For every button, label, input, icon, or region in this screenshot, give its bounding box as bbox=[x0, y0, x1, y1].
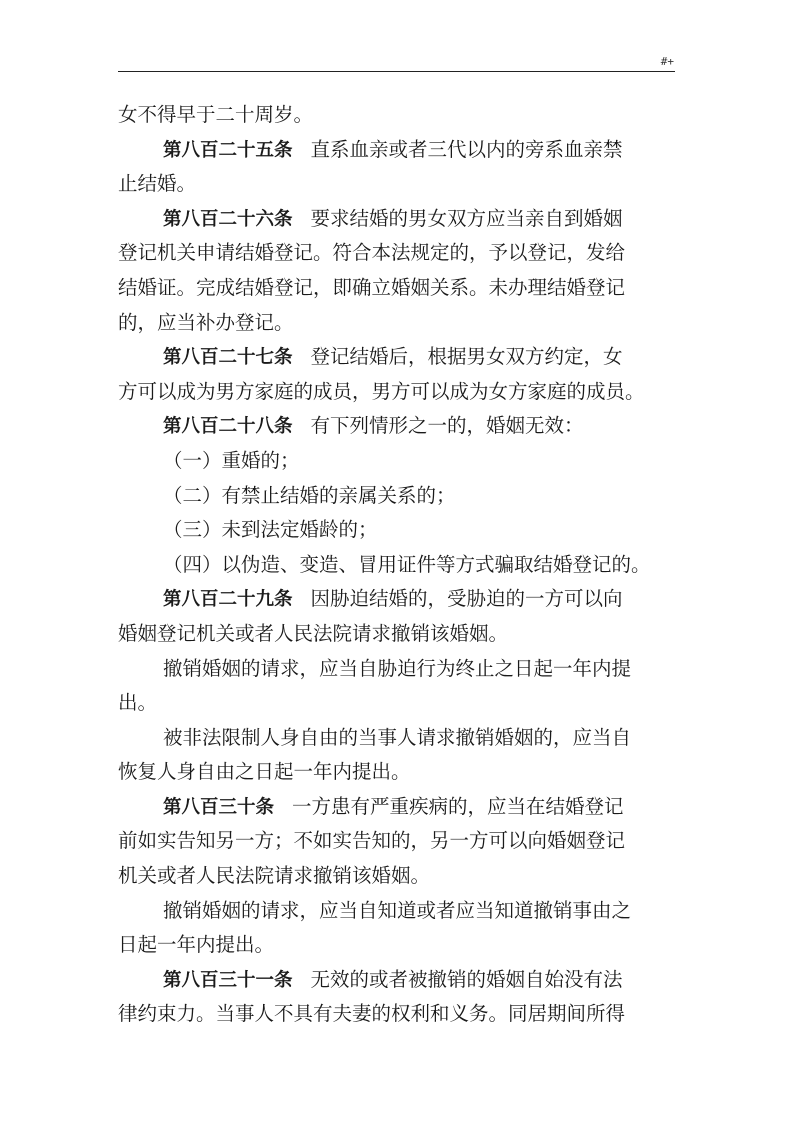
line-text: （一）重婚的； bbox=[163, 448, 300, 472]
text-line bbox=[118, 859, 675, 894]
line-text: 直系血亲或者三代以内的旁系血亲禁 bbox=[310, 137, 623, 161]
line-text: 止结婚。 bbox=[118, 172, 197, 196]
line-text: 登记结婚后，根据男女双方约定，女 bbox=[310, 345, 623, 369]
line-text: 被非法限制人身自由的当事人请求撤销婚姻的，应当自 bbox=[163, 725, 632, 749]
text-line bbox=[118, 98, 675, 133]
line-text: 登记机关申请结婚登记。符合本法规定的，予以登记，发给 bbox=[118, 241, 626, 265]
line-text: 日起一年内提出。 bbox=[118, 933, 275, 957]
text-line bbox=[118, 617, 675, 652]
line-text: 一方患有严重疾病的，应当在结婚登记 bbox=[292, 794, 624, 818]
text-line bbox=[118, 306, 675, 341]
text-line bbox=[118, 686, 675, 721]
line-text: 撤销婚姻的请求，应当自胁迫行为终止之日起一年内提 bbox=[163, 656, 632, 680]
text-line bbox=[118, 928, 675, 963]
article-number: 第八百二十九条 bbox=[163, 589, 293, 611]
line-text: 女不得早于二十周岁。 bbox=[118, 103, 314, 126]
page-header-mark: #+ bbox=[660, 55, 674, 68]
text-line bbox=[118, 271, 675, 306]
line-text: 婚姻登记机关或者人民法院请求撤销该婚姻。 bbox=[118, 621, 509, 645]
line-text: 出。 bbox=[118, 691, 158, 715]
line-text: 恢复人身自由之日起一年内提出。 bbox=[118, 760, 411, 784]
article-number: 第八百三十一条 bbox=[163, 969, 293, 991]
article-number: 第八百二十七条 bbox=[163, 347, 293, 369]
line-text: 要求结婚的男女双方应当亲自到婚姻 bbox=[310, 206, 623, 230]
text-line bbox=[118, 340, 675, 375]
text-line bbox=[118, 652, 675, 687]
text-line bbox=[118, 582, 675, 617]
text-line bbox=[118, 444, 675, 479]
text-line bbox=[118, 479, 675, 514]
line-text: 有下列情形之一的，婚姻无效： bbox=[310, 414, 584, 438]
text-line bbox=[118, 963, 675, 998]
article-number: 第八百三十条 bbox=[163, 796, 275, 818]
line-text: （三）未到法定婚龄的； bbox=[163, 518, 378, 542]
text-line bbox=[118, 513, 675, 548]
text-line bbox=[118, 790, 675, 825]
text-line bbox=[118, 755, 675, 790]
text-line bbox=[118, 133, 675, 168]
text-line bbox=[118, 202, 675, 237]
text-line bbox=[118, 167, 675, 202]
text-line bbox=[118, 236, 675, 271]
header-rule bbox=[118, 71, 675, 72]
text-line bbox=[118, 409, 675, 444]
line-text: 无效的或者被撤销的婚姻自始没有法 bbox=[310, 967, 623, 991]
text-line bbox=[118, 548, 675, 583]
text-line bbox=[118, 894, 675, 929]
line-text: 机关或者人民法院请求撤销该婚姻。 bbox=[118, 864, 431, 888]
text-line bbox=[118, 375, 675, 410]
text-line bbox=[118, 824, 675, 859]
line-text: （四）以伪造、变造、冒用证件等方式骗取结婚登记的。 bbox=[163, 552, 651, 576]
text-line bbox=[118, 997, 675, 1032]
line-text: 律约束力。当事人不具有夫妻的权利和义务。同居期间所得 bbox=[118, 1002, 626, 1026]
document-body bbox=[118, 98, 675, 1032]
line-text: 前如实告知另一方；不如实告知的，另一方可以向婚姻登记 bbox=[118, 829, 626, 853]
line-text: 方可以成为男方家庭的成员，男方可以成为女方家庭的成员。 bbox=[118, 379, 645, 403]
text-line bbox=[118, 721, 675, 756]
article-number: 第八百二十八条 bbox=[163, 416, 293, 438]
line-text: 结婚证。完成结婚登记，即确立婚姻关系。未办理结婚登记 bbox=[118, 275, 626, 299]
line-text: 的，应当补办登记。 bbox=[118, 310, 294, 334]
article-number: 第八百二十五条 bbox=[163, 139, 293, 161]
line-text: 因胁迫结婚的，受胁迫的一方可以向 bbox=[310, 587, 623, 611]
article-number: 第八百二十六条 bbox=[163, 208, 293, 230]
line-text: （二）有禁止结婚的亲属关系的； bbox=[163, 483, 456, 507]
line-text: 撤销婚姻的请求，应当自知道或者应当知道撤销事由之 bbox=[163, 898, 632, 922]
